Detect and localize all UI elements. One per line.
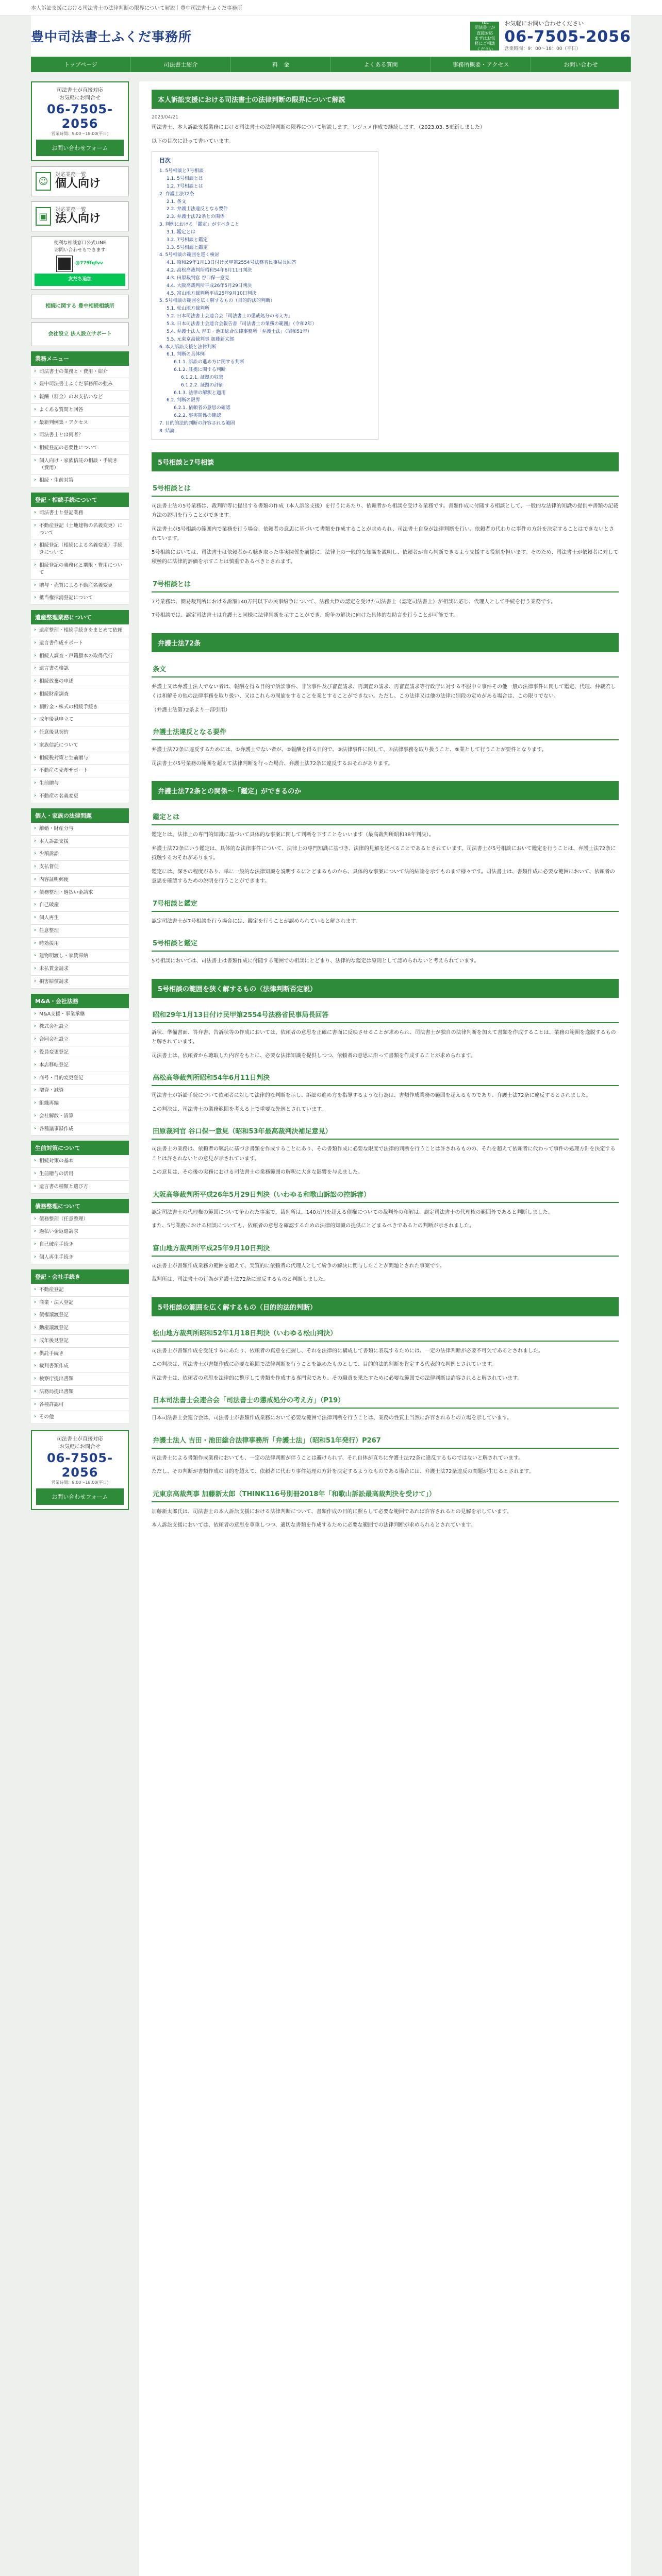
article-paragraph: 司法書士は、依頼者から聴取した内容をもとに、必要な法律知識を提供しつつ、依頼者の意思に沿って書類を作成することが求められます。 [152,1053,476,1059]
line-text2: お問い合わせもできます [54,247,106,253]
sidebar-menu [31,366,129,488]
toc-link[interactable]: 5.1. 松山地方裁判所 [167,306,210,312]
toc-link[interactable]: 6.1.2.1. 証拠の収集 [181,375,224,380]
sidebar-menu-item[interactable]: › 相続財産調査 [31,688,129,701]
sidebar-menu-item[interactable]: › 相続税対策と生前贈与 [31,752,129,765]
sidebar-menu-item[interactable]: › 家族信託について [31,739,129,752]
tel-badge [470,22,499,50]
article-paragraph: 日本司法書士会連合会は、司法書士が書類作成業務において必要な範囲で法律判断を行うことは、業務の性質上当然に許容されるとの立場を示しています。 [152,1415,512,1421]
sidebar-menu-item[interactable]: › 組織再編 [31,1097,129,1110]
contact-form-button[interactable]: お問い合わせフォーム [36,1488,124,1505]
article-paragraph: 認定司法書士が7号相談を行う場合には、鑑定を行うことが認められていると解されます。 [152,918,361,924]
toc-link[interactable]: 5.5. 元東京高裁判事 加藤新太郎 [167,336,234,342]
article-paragraph: 認定司法書士の代理権の範囲について争われた事案で、裁判所は、140万円を超える債権についての裁判外の和解は、認定司法書士の代理権の範囲外であると判断しました。 [152,1209,553,1215]
top-bar-text: 本人訴訟支援における司法書士の法律判断の限界について解説｜豊中司法書士ふくだ事務所 [31,6,242,11]
sidebar-contact-box-bottom [31,1430,129,1510]
sidebar-menu-item[interactable]: › 合同会社設立 [31,1033,129,1046]
sidebar-menu-item[interactable]: › 司法書士とは何者？ [31,429,129,442]
sidebar-section-heading: 生前対策について [31,1141,129,1155]
toc-link[interactable]: 2.1. 条文 [167,199,187,205]
article-paragraph: また、5号業務における相談についても、依頼者の意思を確認するための法律的知識の提供にとどまるべきであるとの判断が示されました。 [152,1223,475,1229]
subsection-heading: 5号相談とは [152,481,619,497]
top-bar [0,0,662,15]
section-heading: 5号相談の範囲を狭く解するもの（法律判断否定説） [152,979,619,998]
sidebar-menu-item[interactable]: › 裁判書類作成 [31,1360,129,1373]
table-of-contents [152,151,378,440]
sidebar-menu-item[interactable]: › 抵当権抹消登記について [31,592,129,605]
nav-item[interactable]: 料 金 [231,57,331,72]
building-icon: ▣ [36,207,51,226]
toc-link[interactable]: 6.1.1. 訴訟の進め方に関する判断 [174,360,244,365]
person-icon: ☺ [36,172,51,191]
sidebar-menu-item[interactable]: › 株式会社設立 [31,1021,129,1033]
nav-item[interactable]: 司法書士紹介 [131,57,231,72]
article-paragraph: この判決は、司法書士が書類作成に必要な範囲で法律判断を行うことを認めたものとして、目的的法的判断を肯定する代表的な判例とされています。 [152,1362,496,1368]
sidebar-menu-item[interactable]: › よくある質問と回答 [31,404,129,417]
article-paragraph: 加藤新太郎氏は、司法書士の本人訴訟支援における法律判断について、書類作成の目的に照らして必要な範囲であれば許容されるとの見解を示しています。 [152,1509,512,1515]
article-paragraph: 司法書士は、依頼者の意思を法律的に整序して書類を作成する専門家であり、その職責を果たすために必要な範囲での法律判断は許容されると解されています。 [152,1375,523,1381]
header-hours: 営業時間：9：00～18：00（平日） [504,46,581,52]
sidebar-section-heading: 業務メニュー [31,351,129,366]
subsection-heading: 弁護士法人 吉田・池田総合法律事務所「弁護士法」（昭和51年発行）P267 [152,1433,619,1449]
sidebar-menu-item[interactable]: › 未払賃金請求 [31,963,129,976]
banner-big-text: 法人向け [55,212,101,226]
header-contact [470,20,631,53]
sidebar-contact-box [31,81,129,161]
toc-link[interactable]: 6.2.2. 事実関係の確認 [174,413,221,419]
sidebar-hours: 営業時間：9:00〜18:00(平日) [51,1480,109,1485]
toc-link[interactable]: 2.3. 弁護士法72条との関係 [167,214,225,220]
nav-item[interactable]: 事務所概要・アクセス [431,57,531,72]
sidebar-menu-item[interactable]: › 各種議事録作成 [31,1123,129,1136]
toc-link[interactable]: 6.1.2.2. 証拠の評価 [181,382,224,388]
sidebar-menu-item[interactable]: › 少額訴訟 [31,848,129,861]
toc-link[interactable]: 1.2. 7号相談とは [167,183,203,189]
sidebar-hours: 営業時間：9:00〜18:00(平日) [51,131,109,136]
sidebar-menu [31,1008,129,1136]
toc-link[interactable]: 6.1.2. 証拠に関する判断 [174,367,226,373]
subsection-heading: 5号相談と鑑定 [152,936,619,952]
sidebar-menu-item[interactable]: › 供託手続き [31,1348,129,1361]
sidebar-menu-item[interactable]: › 増資・減資 [31,1084,129,1097]
article-paragraph: 7号業務は、簡易裁判所における訴額140万円以下の民事紛争について、法務大臣の認定を受けた司法書士（認定司法書士）が相談に応じ、代理人として手続を行う業務です。 [152,599,556,605]
corporate-services-banner[interactable] [31,201,129,231]
toc-link[interactable]: 7. 目的的法的判断の許容される範囲 [159,420,235,426]
sidebar-menu-item[interactable]: › 司法書士の業務と・費用・紹介 [31,366,129,379]
sidebar-menu-item[interactable]: › 相続放棄の申述 [31,675,129,688]
toc-link[interactable]: 1. 5号相談と7号相談 [159,168,204,174]
sidebar-menu-item[interactable]: › 各種許認可 [31,1399,129,1412]
toc-link[interactable]: 6.1.3. 法律の解釈と適用 [174,390,226,396]
badge-line: 司法書士が [474,25,495,30]
sidebar-menu [31,1155,129,1193]
sidebar-menu-item[interactable]: › 遺言書の検認 [31,663,129,675]
sidebar-section-heading: 個人・家族の法律問題 [31,808,129,823]
section-heading: 弁護士法72条 [152,633,619,652]
section-heading: 弁護士法72条との関係～「鑑定」ができるのか [152,781,619,800]
sidebar-menu-item[interactable]: › 生前贈与の活用 [31,1168,129,1181]
sidebar-menu-item[interactable]: › 相続登記の義務化と期限・費用について [31,560,129,580]
sidebar-menu-item[interactable]: › 債務整理（任意整理） [31,1213,129,1226]
subsection-heading: 高松高等裁判所昭和54年6月11日判決 [152,1070,619,1086]
sidebar-phone-number[interactable]: 06-7505-2056 [46,1451,113,1480]
subsection-heading: 田原裁判官 谷口保一意見（昭和53年最高裁判決補足意見） [152,1124,619,1140]
sidebar-menu-item[interactable]: › 不動産の売却サポート [31,765,129,777]
article-paragraph: 司法書士による書類作成業務においても、一定の法律判断が伴うことは避けられず、それ自体が直ちに弁護士法72条に違反するものではないと解されています。 [152,1455,524,1461]
toc-link[interactable]: 5.3. 日本司法書士会連合会報告書『司法書士の業務の範囲』（令和2年） [167,321,317,327]
sidebar-section-heading: 登記・会社手続き [31,1269,129,1284]
article-title: 本人訴訟支援における司法書士の法律判断の限界について解説 [152,90,619,109]
individual-services-banner[interactable] [31,166,129,196]
company-setup-banner[interactable]: 会社設立 法人設立サポート [31,323,129,346]
sidebar-menu [31,1213,129,1264]
toc-link[interactable]: 3.2. 7号相談と鑑定 [167,237,208,243]
toc-link[interactable]: 3. 判例における「鑑定」がすべきこと [159,222,240,228]
sidebar-menu-item[interactable]: › その他 [31,1411,129,1424]
sidebar-menu-item[interactable]: › 遺言書の種類と選び方 [31,1181,129,1194]
toc-link[interactable]: 4.4. 大阪高裁判所平成26年5月29日判決 [167,283,252,289]
inheritance-center-banner[interactable]: 相続に関する 豊中相続相談所 [31,295,129,318]
toc-link[interactable]: 2.2. 弁護士法違反となる要件 [167,207,228,212]
sidebar-menu-item[interactable]: › 預貯金・株式の相続手続き [31,701,129,714]
toc-link[interactable]: 5. 5号相談の範囲を広く解するもの（目的的法的判断） [159,298,275,304]
sidebar-contact-label: 司法書士が直接対応 [57,1436,103,1443]
header [31,15,631,57]
line-text: 便利な相談窓口公式LINE [54,241,106,246]
toc-link[interactable]: 2. 弁護士法72条 [159,191,194,197]
toc-link[interactable]: 6.2. 判断の限界 [167,398,201,403]
global-nav [31,57,631,72]
article-paragraph: 司法書士法の5号業務は、裁判所等に提出する書類の作成（本人訴訟支援）を行うにあたり、依頼者から相談を受ける業務です。書類作成に付随する相談として、一般的な法律的知識の提供や書類の記載方法の説明を行うことができます。 [152,503,619,519]
sidebar-menu-item[interactable]: › 生前贈与 [31,777,129,790]
article-paragraph: 司法書士が書類作成業務の範囲を超えて、実質的に依頼者の代理人として紛争の解決に関与したことが問題とされた事案です。 [152,1263,445,1269]
article-paragraph: 7号相談では、認定司法書士は弁護士と同様に法律判断を示すことができ、紛争の解決に向けた具体的な助言を行うことが可能です。 [152,613,459,619]
subsection-heading: 条文 [152,662,619,677]
nav-item[interactable]: トップページ [31,57,131,72]
article-paragraph: 鑑定には、深さの程度があり、単に一般的な法律知識を説明するにとどまるものから、具体的な事案について法的結論を示すものまで様々です。司法書士は、書類作成に必要な範囲において、依頼者の意思を確認するための説明を行うことができます。 [152,869,615,885]
article-paragraph: 訴状、準備書面、答弁書、告訴状等の作成においては、依頼者の意思を正確に書面に反映させることが求められ、司法書士が独自の法律判断を加えて書類を作成することは、業務の範囲を逸脱するものと解されています。 [152,1029,616,1045]
toc-link[interactable]: 4.5. 富山地方裁判所平成25年9月10日判決 [167,291,257,296]
sidebar-menu-item[interactable]: › 相続人調査・戸籍謄本の取得代行 [31,650,129,663]
nav-item[interactable]: よくある質問 [331,57,431,72]
sidebar-menu-item[interactable]: › 豊中司法書士ふくだ事務所の強み [31,378,129,391]
article-paragraph: 司法書士が書類作成を受託するにあたり、依頼者の真意を把握し、それを法律的に構成して書類に表現するためには、一定の法律判断が必要不可欠であるとされました。 [152,1348,543,1354]
line-add-friend-button[interactable]: 友だち追加 [35,274,125,286]
toc-link[interactable]: 6.1. 判断の具体例 [167,352,205,358]
sidebar-menu-item[interactable]: › 不動産登記（土地建物の名義変更）について [31,520,129,540]
sidebar-menu-item[interactable]: › 贈与・売買による不動産名義変更 [31,580,129,592]
subsection-heading: 7号相談とは [152,577,619,592]
sidebar-menu-item[interactable]: › 債権譲渡登記 [31,1309,129,1322]
article-paragraph: 弁護士法72条にいう鑑定は、具体的な法律事件について、法律上の専門知識に基づき、法律的見解を述べることであるとされています。司法書士が5号相談において鑑定を行うことは、弁護士法72条に抵触するおそれがあります。 [152,845,616,861]
article-paragraph: 司法書士の業務は、依頼者の嘱託に基づき書類を作成することにあり、その書類作成に必要な限度で法律的判断を行うことは許されるものの、それを超えて依頼者に代わって事件の処理方針を決定することは許されないとの意見が示されています。 [152,1146,616,1162]
toc-link[interactable]: 4. 5号相談の範囲を巡く検討 [159,252,220,258]
sidebar-menu [31,624,129,803]
sidebar-menu-item[interactable]: › 成年後見申立て [31,714,129,726]
sidebar-contact-label: 司法書士が直接対応 [57,88,103,93]
sidebar-section-heading: 遺産整理業務について [31,610,129,624]
sidebar-menu-item[interactable]: › 本人訴訟支援 [31,836,129,849]
sidebar-menu-item[interactable]: › 相続・生前対策 [31,474,129,487]
sidebar-menu-item[interactable]: › 相続登記（相続による名義変更）手続きについて [31,539,129,560]
sidebar-menu-item[interactable]: › 役員変更登記 [31,1046,129,1059]
toc-link[interactable]: 6.2.1. 依頼者の意思の確認 [174,405,230,411]
badge-line: まずはお気 [474,36,495,41]
sidebar-menu-item[interactable]: › 内容証明郵便 [31,874,129,887]
article-paragraph: 鑑定とは、法律上の専門的知識に基づいて具体的な事案に関して判断を下すことをいいます（最高裁判所昭和38年判決）。 [152,832,434,838]
article-paragraph: 裁判所は、司法書士の行為が弁護士法72条に違反するものと判断しました。 [152,1277,328,1283]
sidebar-menu-item[interactable]: › 司法書士と登記業務 [31,507,129,520]
section-heading: 5号相談と7号相談 [152,452,619,471]
sidebar-menu-item[interactable]: › 不動産の名義変更 [31,790,129,803]
subsection-heading: 元東京高裁判事 加藤新太郎（THINK116号別冊2018年「和歌山訴訟最高裁判決を受けて」） [152,1486,619,1502]
intro-paragraph: 以下の目次に沿って書いています。 [152,138,234,144]
sidebar-menu-item[interactable]: › 最新判例集・アクセス [31,417,129,430]
article-paragraph: 弁護士法72条に違反するためには、①弁護士でない者が、②報酬を得る目的で、③法律事件に関して、④法律事務を取り扱うこと、⑤業として行うことが要件となります。 [152,747,547,753]
header-contact-label: お気軽にお問い合わせください [504,20,584,27]
badge-line: TEL [481,20,489,25]
sidebar-menu-item[interactable]: › 不動産登記 [31,1284,129,1297]
sidebar [31,81,129,1515]
sidebar-menu [31,1284,129,1424]
section-heading: 5号相談の範囲を広く解するもの（目的的法的判断） [152,1297,619,1316]
sidebar-menu-item[interactable]: › 損害賠償請求 [31,976,129,989]
banner-big-text: 個人向け [55,177,101,191]
article-paragraph: 司法書士が5号相談の範囲内で業務を行う場合、依頼者の意思に基づいて書類を作成することが求められ、司法書士自身が法律判断を行い、依頼者の代わりに事件の方針を決定することはできないとされています。 [152,526,614,542]
sidebar-menu-item[interactable]: › 成年後見登記 [31,1335,129,1348]
sidebar-phone-number[interactable]: 06-7505-2056 [46,102,113,131]
sidebar-menu-item[interactable]: › 商業・法人登記 [31,1297,129,1310]
sidebar-contact-label2: お気軽にお問合せ [59,95,101,101]
subsection-heading: 7号相談と鑑定 [152,896,619,912]
sidebar-menu-item[interactable]: › 過払い金返還請求 [31,1226,129,1239]
sidebar-menu-item[interactable]: › 商号・目的変更登記 [31,1072,129,1085]
article-paragraph: 司法書士が5号業務の範囲を超えて法律判断を行った場合、弁護士法72条に違反するおそれがあります。 [152,760,393,767]
subsection-heading: 弁護士法違反となる要件 [152,724,619,740]
sidebar-menu-item[interactable]: › 任意整理 [31,925,129,938]
subsection-heading: 松山地方裁判所昭和52年1月18日判決（いわゆる松山判決） [152,1326,619,1342]
sidebar-contact-label2: お気軽にお問合せ [59,1444,101,1450]
header-phone-number[interactable]: 06-7505-2056 [504,27,631,46]
toc-link[interactable]: 4.1. 昭和29年1月13日付け民甲第2554号法務省民事局長回答 [167,260,296,266]
subsection-heading: 日本司法書士会連合会「司法書士の懲戒処分の考え方」（P19） [152,1393,619,1409]
sidebar-menu-item[interactable]: › 本店移転登記 [31,1059,129,1072]
toc-link[interactable]: 3.3. 5号相談と鑑定 [167,245,208,250]
subsection-heading: 大阪高等裁判所平成26年5月29日判決（いわゆる和歌山訴訟の控訴審） [152,1187,619,1203]
subsection-heading: 鑑定とは [152,809,619,825]
toc-link[interactable]: 6. 本人訴訟支援と法律判断 [159,344,217,350]
sidebar-menu-item[interactable]: › 会社解散・清算 [31,1110,129,1123]
badge-line: 軽にご相談 [474,41,495,46]
toc-link[interactable]: 4.3. 田原裁判官 谷口保一意見 [167,275,229,281]
article-paragraph: この意見は、その後の実務における司法書士の業務範囲の解釈に大きな影響を与えました。 [152,1170,363,1176]
sidebar-menu-item[interactable]: › 遺産整理・相続手続きをまとめて依頼 [31,624,129,637]
sidebar-menu-item[interactable]: › 遺言書作成サポート [31,637,129,650]
banner-small-text: 対応業務一覧 [55,172,86,178]
article-date: 2023/04/21 [152,115,178,120]
contact-form-button[interactable]: お問い合わせフォーム [36,140,124,156]
sidebar-menu-item[interactable]: › 報酬（料金）のお支払いなど [31,391,129,404]
toc-link[interactable]: 5.2. 日本司法書士会連合会「司法書士の懲戒処分の考え方」 [167,314,293,319]
sidebar-menu-item[interactable]: › 動産譲渡登記 [31,1322,129,1335]
nav-item[interactable]: お問い合わせ [531,57,631,72]
article-paragraph: 5号相談においては、司法書士は書類作成に付随する範囲での相談にとどまり、法律的な鑑定は原則として認められないと考えられています。 [152,958,479,964]
sidebar-menu [31,823,129,989]
article-paragraph: 司法書士が訴訟手続について依頼者に対して法律的な判断を示し、訴訟の進め方を指導するような行為は、書類作成業務の範囲を超えるものであり、弁護士法72条に違反するとされました。 [152,1093,591,1099]
site-logo[interactable]: 豊中司法書士ふくだ事務所 [31,29,192,44]
sidebar-menu-item[interactable]: › 時効援用 [31,938,129,951]
sidebar-section-heading: M&A・会社法務 [31,994,129,1008]
sidebar-menu-item[interactable]: › 建物明渡し・家賃滞納 [31,950,129,963]
intro-paragraph: 司法書士、本人訴訟支援業務における司法書士の法律判断の限界について解説します。レジュメ作成で継続します。（2023.03. 5更新しました） [152,125,485,130]
qr-code-icon [57,256,72,272]
sidebar-menu-item[interactable]: › 自己破産手続き [31,1239,129,1251]
line-id: @779fqfvv [75,261,103,266]
sidebar-menu-item[interactable]: › 検察庁提出書類 [31,1373,129,1386]
toc-link[interactable]: 8. 結論 [159,428,175,434]
article-paragraph: ただし、その判断が書類作成の目的を超えて、依頼者に代わり事件処理の方針を決定するようなものである場合には、弁護士法72条違反の問題が生じるとされます。 [152,1469,534,1475]
sidebar-menu-item[interactable]: › M&A支援・事業承継 [31,1008,129,1021]
sidebar-menu-item[interactable]: › 任意後見契約 [31,726,129,739]
article [139,81,631,2576]
sidebar-menu-item[interactable]: › 個人向け・家族信託の相談・手続き（費用） [31,455,129,475]
sidebar-section-heading: 登記・相続手続について [31,493,129,507]
sidebar-menu-item[interactable]: › 相続対策の基本 [31,1155,129,1168]
sidebar-menu-item[interactable]: › 支払督促 [31,861,129,874]
sidebar-menu-item[interactable]: › 個人再生 [31,912,129,925]
subsection-heading: 昭和29年1月13日付け民甲第2554号法務省民事局長回答 [152,1007,619,1023]
sidebar-menu-item[interactable]: › 離婚・財産分与 [31,823,129,836]
toc-link[interactable]: 5.4. 弁護士法人 吉田・池田総合法律事務所「弁護士法」（昭和51年） [167,329,312,334]
toc-link[interactable]: 3.1. 鑑定とは [167,229,196,235]
sidebar-menu-item[interactable]: › 債務整理・過払い金請求 [31,887,129,900]
sidebar-menu-item[interactable]: › 自己破産 [31,899,129,912]
line-box [31,236,129,290]
toc-link[interactable]: 4.2. 高松高裁判所昭和54年6月11日判決 [167,268,252,274]
banner-small-text: 対応業務一覧 [55,207,86,213]
badge-line: 直接対応 [476,30,493,36]
sidebar-section-heading: 債務整理について [31,1199,129,1213]
article-paragraph: この判決は、司法書士の業務範囲を考える上で重要な先例とされています。 [152,1106,327,1112]
sidebar-menu-item[interactable]: › 法務局提出書類 [31,1386,129,1399]
sidebar-menu-item[interactable]: › 相続登記の必要性について [31,442,129,455]
sidebar-menu [31,507,129,605]
subsection-heading: 富山地方裁判所平成25年9月10日判決 [152,1241,619,1257]
sidebar-menu-item[interactable]: › 個人再生手続き [31,1251,129,1264]
toc-title: 目次 [159,157,171,164]
article-paragraph: 本人訴訟支援においては、依頼者の意思を尊重しつつ、適切な書類を作成するために必要な範囲での法律判断が求められるとされています。 [152,1522,476,1529]
article-paragraph: 弁護士又は弁護士法人でない者は、報酬を得る目的で訴訟事件、非訟事件及び審査請求、再調査の請求、再審査請求等行政庁に対する不服申立事件その他一般の法律事件に関して鑑定、代理、仲裁若しくは和解その他の法律事務を取り扱い、又はこれらの周旋をすることを業とすることができない。ただし、この法律又は他の法律に別段の定めがある場合は、この限りでない。 [152,684,616,700]
badge-line: ください [476,46,493,52]
toc-link[interactable]: 1.1. 5号相談とは [167,176,203,181]
article-paragraph: 5号相談においては、司法書士は依頼者から聴き取った事実関係を前提に、法律上の一般的な知識を説明し、依頼者が自ら判断できるよう支援する役割を担います。そのため、司法書士が依頼者に対して積極的に法律的評価を示すことは慎重であるべきとされます。 [152,549,619,565]
article-paragraph: （弁護士法第72条より一部引用） [152,707,230,713]
